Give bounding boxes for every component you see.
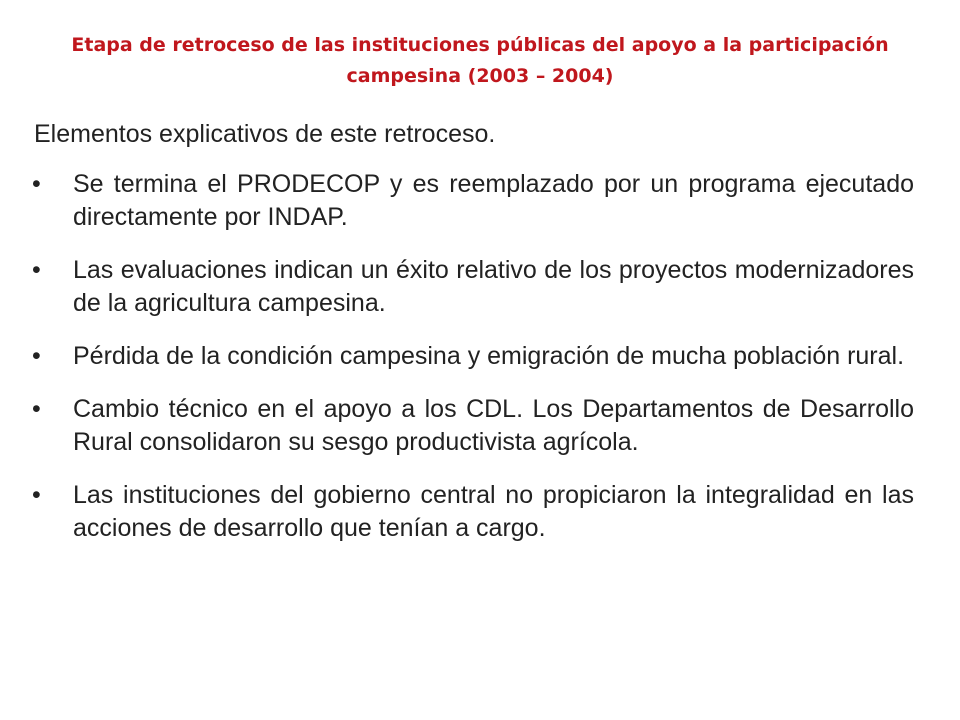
bullet-text: Se termina el PRODECOP y es reemplazado por un programa ejecutado directamente por INDAP. [73, 170, 914, 231]
bullet-list [32, 168, 914, 565]
bullet-item [32, 168, 914, 234]
bullet-icon: • [32, 395, 41, 423]
intro-text: Elementos explicativos de este retroceso. [34, 120, 496, 148]
bullet-item [32, 393, 914, 459]
bullet-text: Pérdida de la condición campesina y emigración de mucha población rural. [73, 342, 905, 370]
bullet-icon: • [32, 256, 41, 284]
bullet-text: Las evaluaciones indican un éxito relativo de los proyectos modernizadores de la agricultura campesina. [73, 256, 914, 317]
bullet-text: Las instituciones del gobierno central no propiciaron la integralidad en las acciones de desarrollo que tenían a cargo. [73, 481, 914, 542]
bullet-icon: • [32, 481, 41, 509]
bullet-item [32, 340, 914, 373]
bullet-item [32, 479, 914, 545]
bullet-text: Cambio técnico en el apoyo a los CDL. Los Departamentos de Desarrollo Rural consolidaron su sesgo productivista agrícola. [73, 395, 914, 456]
slide-title: Etapa de retroceso de las instituciones públicas del apoyo a la participación campesina (2003 – 2004) [71, 34, 889, 87]
bullet-item [32, 254, 914, 320]
bullet-icon: • [32, 342, 41, 370]
bullet-icon: • [32, 170, 41, 198]
